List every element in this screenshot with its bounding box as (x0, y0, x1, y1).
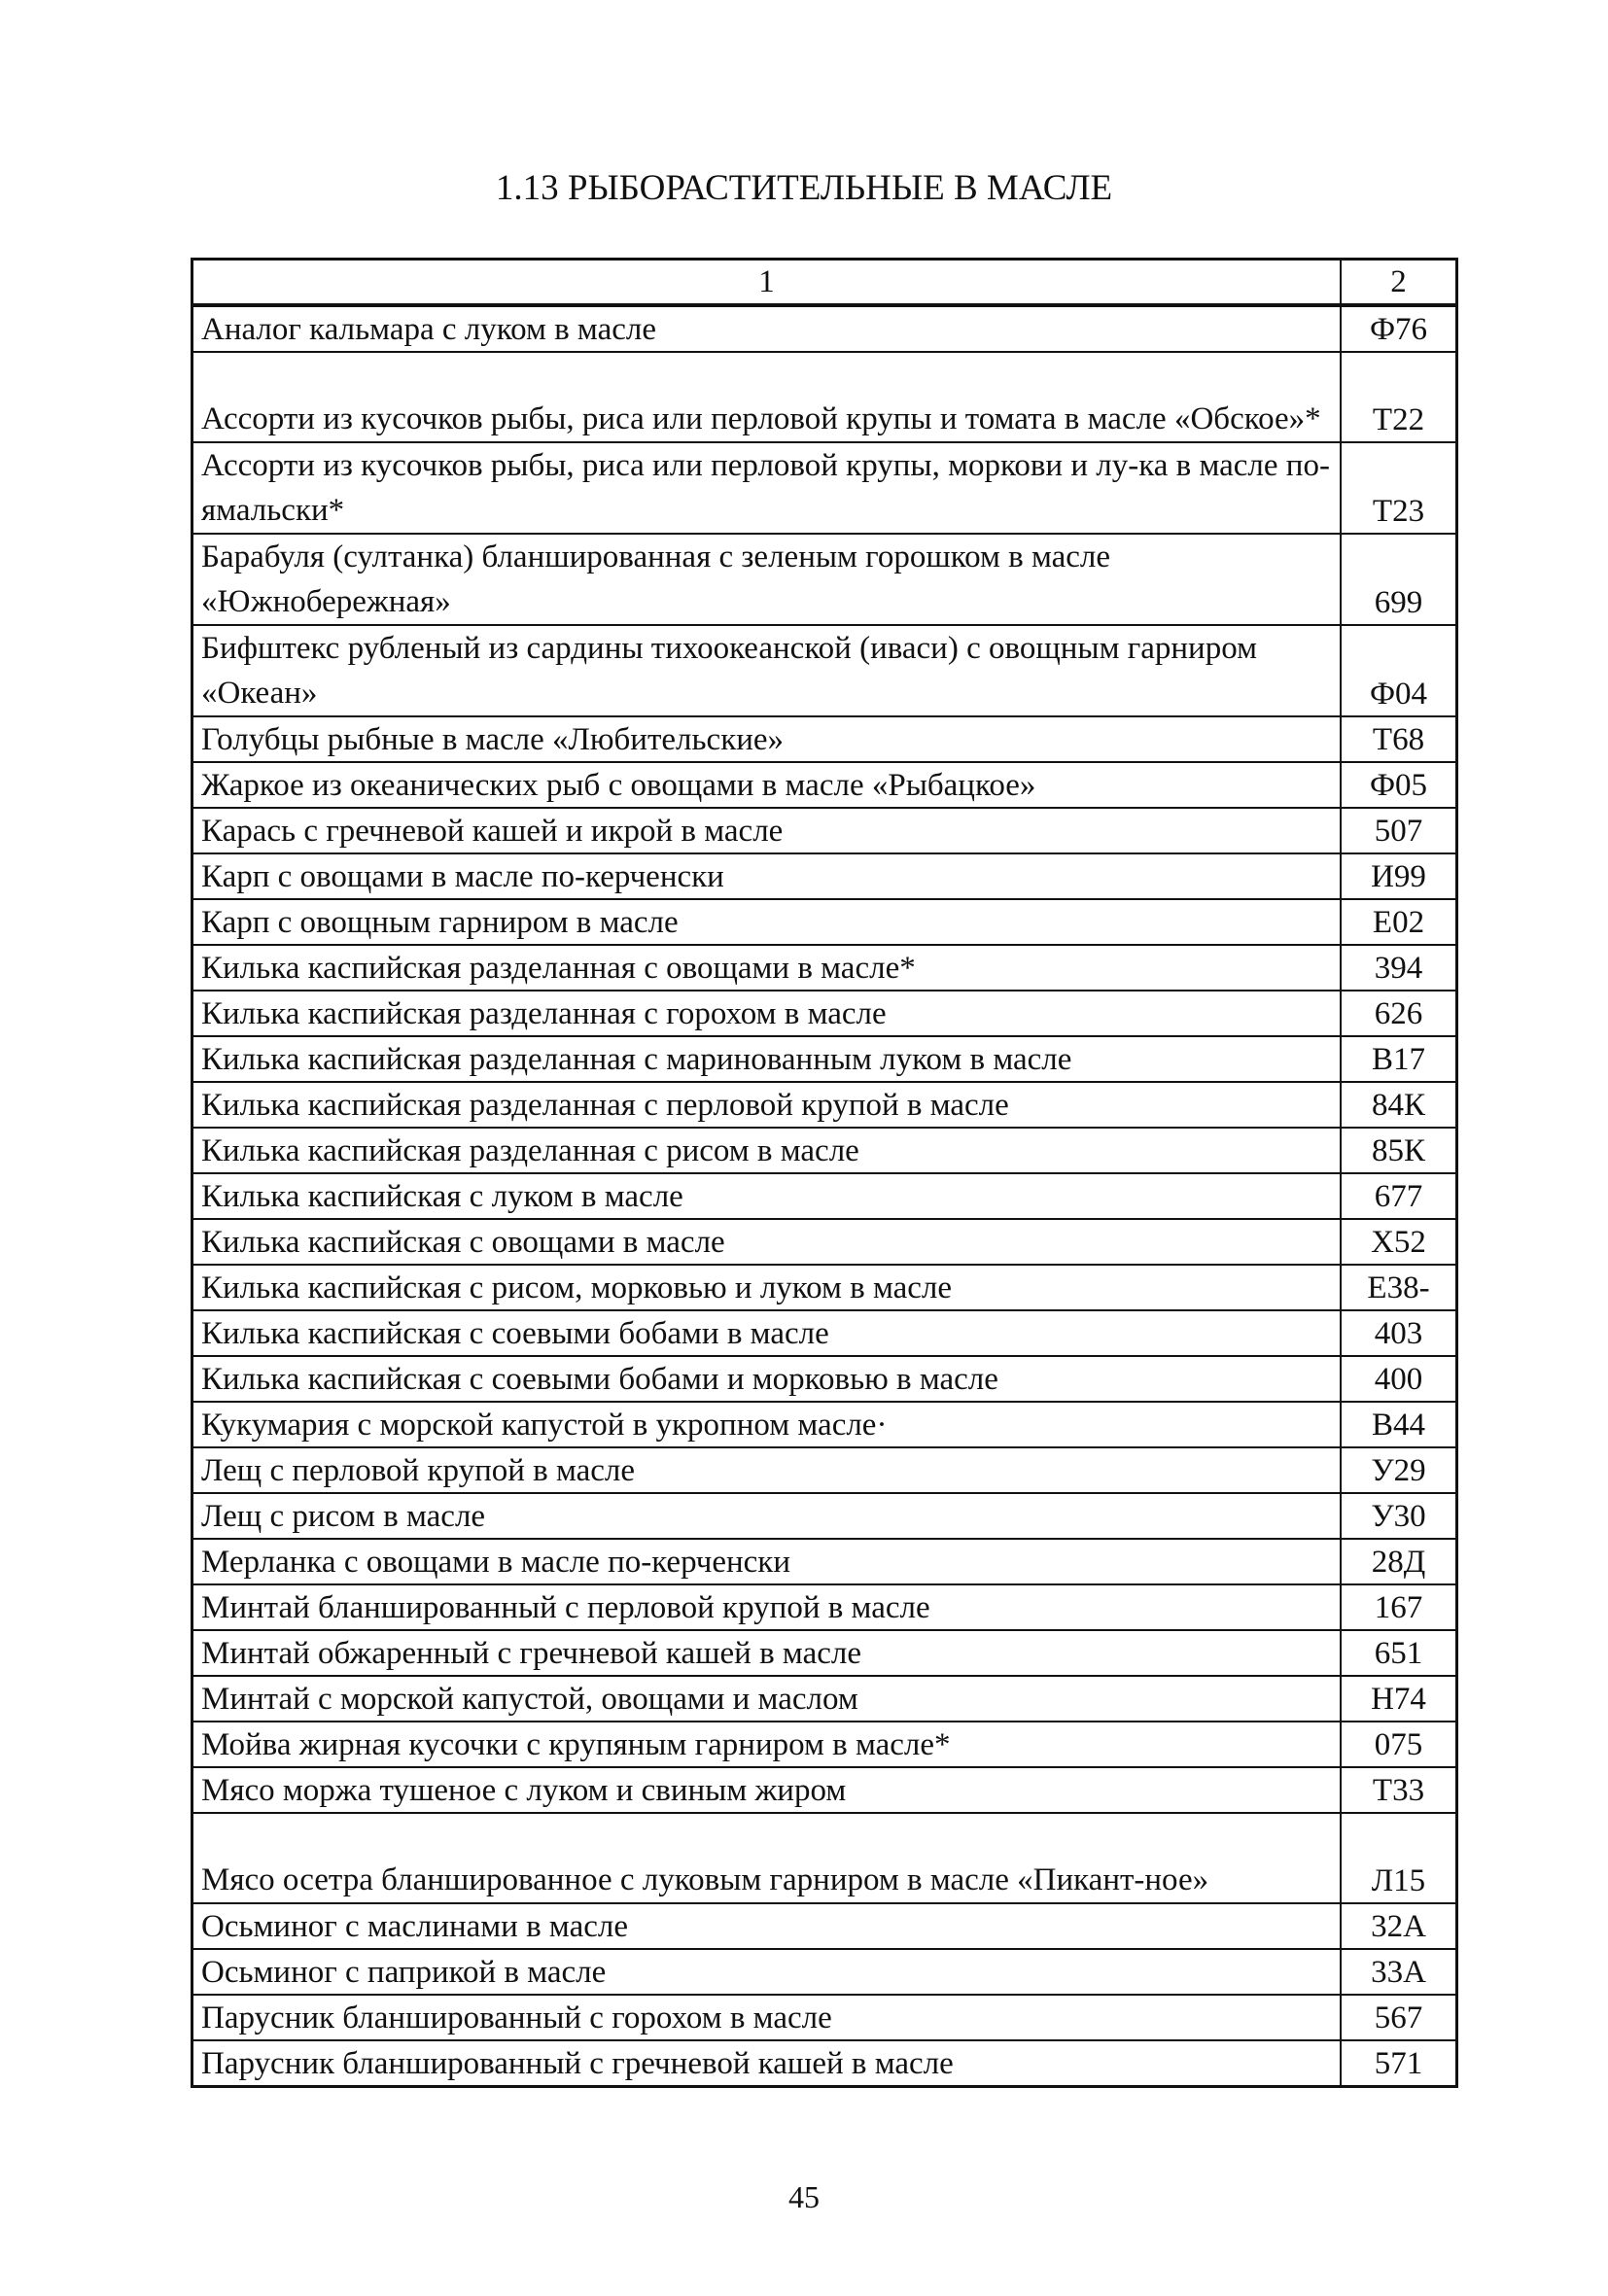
product-name-cell: Ассорти из кусочков рыбы, риса или перловой крупы и томата в масле «Обское»* (192, 352, 1342, 442)
product-name-cell: Килька каспийская с овощами в масле (192, 1219, 1342, 1265)
product-code-cell: 403 (1341, 1310, 1457, 1356)
table-row (192, 1630, 1457, 1676)
product-name-cell: Килька каспийская разделанная с перловой крупой в масле (192, 1082, 1342, 1128)
product-name-cell: Мерланка с овощами в масле по-керченски (192, 1539, 1342, 1584)
table-row (192, 625, 1457, 716)
product-code-cell: 167 (1341, 1584, 1457, 1630)
table-row (192, 1676, 1457, 1722)
table-row (192, 1036, 1457, 1082)
product-name-cell: Килька каспийская с рисом, морковью и луком в масле (192, 1265, 1342, 1310)
table-row (192, 1539, 1457, 1584)
product-name-cell: Килька каспийская с соевыми бобами и морковью в масле (192, 1356, 1342, 1402)
product-code-cell: 85К (1341, 1128, 1457, 1173)
product-name-cell: Минтай бланшированный с перловой крупой в масле (192, 1584, 1342, 1630)
table-row (192, 853, 1457, 899)
product-name-cell: Осьминог с паприкой в масле (192, 1949, 1342, 1995)
product-code-cell: Н74 (1341, 1676, 1457, 1722)
table-row (192, 808, 1457, 853)
product-code-cell: 84К (1341, 1082, 1457, 1128)
table-row (192, 1903, 1457, 1949)
product-name-cell: Мясо осетра бланшированное с луковым гарниром в масле «Пикант-ное» (192, 1813, 1342, 1903)
table-row (192, 991, 1457, 1036)
product-code-cell: 651 (1341, 1630, 1457, 1676)
table-row (192, 762, 1457, 808)
product-code-cell: В44 (1341, 1402, 1457, 1447)
product-name-cell: Голубцы рыбные в масле «Любительские» (192, 716, 1342, 762)
page-title: 1.13 РЫБОРАСТИТЕЛЬНЫЕ В МАСЛЕ (495, 168, 1113, 208)
product-name-cell: Ассорти из кусочков рыбы, риса или перловой крупы, моркови и лу-ка в масле по-ямальски* (192, 442, 1342, 534)
table-row (192, 1995, 1457, 2040)
product-code-cell: В17 (1341, 1036, 1457, 1082)
product-code-table (191, 258, 1458, 2088)
product-code-cell: 571 (1341, 2040, 1457, 2087)
product-code-cell: 507 (1341, 808, 1457, 853)
table-row (192, 2040, 1457, 2087)
product-name-cell: Парусник бланшированный с гречневой кашей в масле (192, 2040, 1342, 2087)
product-code-cell: 699 (1341, 534, 1457, 625)
table-row (192, 1493, 1457, 1539)
product-code-cell: 33А (1341, 1949, 1457, 1995)
table-row (192, 1265, 1457, 1310)
product-code-cell: 677 (1341, 1173, 1457, 1219)
table-row (192, 305, 1457, 352)
product-name-cell: Минтай обжаренный с гречневой кашей в масле (192, 1630, 1342, 1676)
product-name-cell: Лещ с перловой крупой в масле (192, 1447, 1342, 1493)
product-code-cell: 400 (1341, 1356, 1457, 1402)
product-code-cell: 28Д (1341, 1539, 1457, 1584)
product-name-cell: Карась с гречневой кашей и икрой в масле (192, 808, 1342, 853)
product-name-cell: Бифштекс рубленый из сардины тихоокеанской (иваси) с овощным гарниром «Океан» (192, 625, 1342, 716)
product-code-cell: Т68 (1341, 716, 1457, 762)
column-header-2: 2 (1341, 260, 1457, 306)
product-code-cell: 567 (1341, 1995, 1457, 2040)
table-row (192, 1767, 1457, 1813)
column-header-1: 1 (192, 260, 1342, 306)
product-name-cell: Килька каспийская разделанная с овощами в масле* (192, 945, 1342, 991)
product-name-cell: Мясо моржа тушеное с луком и свиным жиром (192, 1767, 1342, 1813)
table-row (192, 1356, 1457, 1402)
product-code-cell: 626 (1341, 991, 1457, 1036)
product-code-cell: Ф76 (1341, 305, 1457, 352)
product-code-cell: Ф05 (1341, 762, 1457, 808)
table-row (192, 442, 1457, 534)
table-row (192, 1813, 1457, 1903)
product-code-cell: Е02 (1341, 899, 1457, 945)
product-name-cell: Аналог кальмара с луком в масле (192, 305, 1342, 352)
table-body (192, 260, 1457, 2087)
product-name-cell: Килька каспийская разделанная с рисом в масле (192, 1128, 1342, 1173)
product-name-cell: Карп с овощным гарниром в масле (192, 899, 1342, 945)
product-name-cell: Мойва жирная кусочки с крупяным гарниром в масле* (192, 1722, 1342, 1767)
product-name-cell: Килька каспийская с луком в масле (192, 1173, 1342, 1219)
product-name-cell: Парусник бланшированный с горохом в масле (192, 1995, 1342, 2040)
product-code-cell: 32А (1341, 1903, 1457, 1949)
product-name-cell: Кукумария с морской капустой в укропном масле· (192, 1402, 1342, 1447)
table-row (192, 1173, 1457, 1219)
table-row (192, 1722, 1457, 1767)
table-row (192, 1447, 1457, 1493)
table-row (192, 1584, 1457, 1630)
product-name-cell: Килька каспийская разделанная с горохом в масле (192, 991, 1342, 1036)
product-name-cell: Килька каспийская разделанная с маринованным луком в масле (192, 1036, 1342, 1082)
product-table-container (191, 258, 1458, 2088)
product-name-cell: Барабуля (султанка) бланшированная с зеленым горошком в масле «Южнобережная» (192, 534, 1342, 625)
product-code-cell: У29 (1341, 1447, 1457, 1493)
table-row (192, 534, 1457, 625)
product-name-cell: Осьминог с маслинами в масле (192, 1903, 1342, 1949)
table-row (192, 1128, 1457, 1173)
product-name-cell: Минтай с морской капустой, овощами и маслом (192, 1676, 1342, 1722)
product-code-cell: Т33 (1341, 1767, 1457, 1813)
product-code-cell: 075 (1341, 1722, 1457, 1767)
product-code-cell: Л15 (1341, 1813, 1457, 1903)
page-number: 45 (788, 2179, 820, 2214)
product-code-cell: Ф04 (1341, 625, 1457, 716)
table-row (192, 899, 1457, 945)
table-row (192, 945, 1457, 991)
product-code-cell: Т22 (1341, 352, 1457, 442)
table-header-row (192, 260, 1457, 306)
table-row (192, 1310, 1457, 1356)
table-row (192, 352, 1457, 442)
product-code-cell: У30 (1341, 1493, 1457, 1539)
product-code-cell: Е38- (1341, 1265, 1457, 1310)
product-code-cell: Т23 (1341, 442, 1457, 534)
product-name-cell: Жаркое из океанических рыб с овощами в масле «Рыбацкое» (192, 762, 1342, 808)
product-code-cell: И99 (1341, 853, 1457, 899)
product-code-cell: 394 (1341, 945, 1457, 991)
table-row (192, 716, 1457, 762)
table-row (192, 1082, 1457, 1128)
product-code-cell: Х52 (1341, 1219, 1457, 1265)
table-row (192, 1402, 1457, 1447)
table-row (192, 1949, 1457, 1995)
product-name-cell: Карп с овощами в масле по-керченски (192, 853, 1342, 899)
product-name-cell: Килька каспийская с соевыми бобами в масле (192, 1310, 1342, 1356)
table-row (192, 1219, 1457, 1265)
product-name-cell: Лещ с рисом в масле (192, 1493, 1342, 1539)
